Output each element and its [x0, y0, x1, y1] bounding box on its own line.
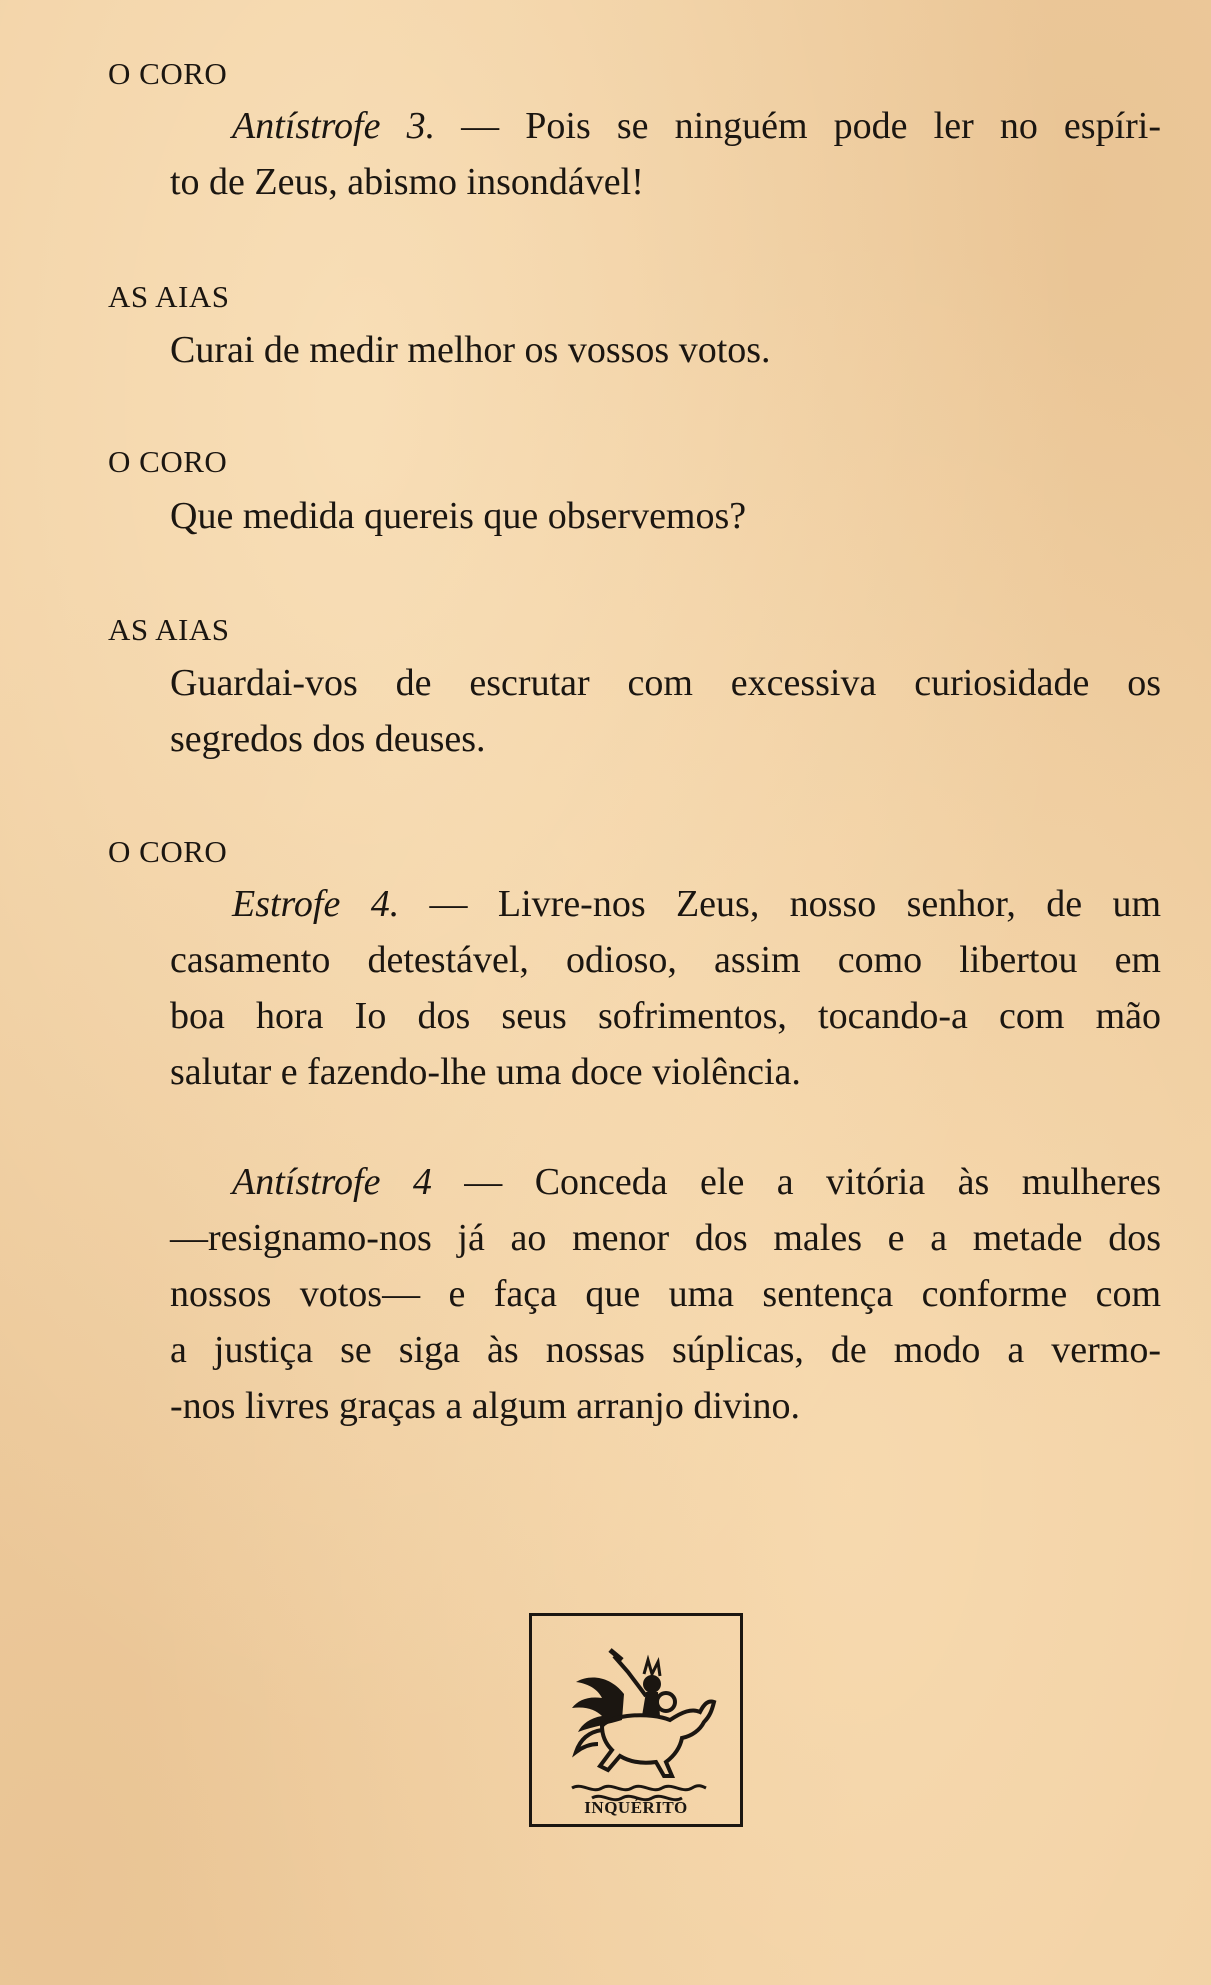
text-line: —resignamo-nos já ao menor dos males e a metade dos	[170, 1217, 1161, 1259]
text-line: segredos dos deuses.	[170, 718, 486, 760]
text-line: Guardai-vos de escrutar com excessiva curiosidade os	[170, 662, 1161, 704]
winged-horse-rider-icon	[532, 1616, 740, 1824]
dialogue-paragraph	[170, 655, 1161, 767]
dialogue-paragraph	[170, 1154, 1161, 1434]
text-line: boa hora Io dos seus sofrimentos, tocando-a com mão	[170, 995, 1161, 1037]
strophe-label: Antístrofe 4	[232, 1161, 432, 1203]
speaker-name: O CORO	[108, 56, 228, 91]
text-line: nossos votos— e faça que uma sentença conforme com	[170, 1273, 1161, 1315]
speaker-name: O CORO	[108, 444, 228, 479]
text-line: casamento detestável, odioso, assim como libertou em	[170, 939, 1161, 981]
dialogue-paragraph	[170, 322, 1161, 378]
text-line-content: — Conceda ele a vitória às mulheres	[431, 1161, 1161, 1203]
strophe-label: Estrofe 4.	[232, 883, 400, 925]
text-line: to de Zeus, abismo insondável!	[170, 161, 644, 203]
text-line-content: — Pois se ninguém pode ler no espíri-	[435, 105, 1161, 147]
dialogue-paragraph	[170, 98, 1161, 210]
text-line	[170, 876, 1161, 932]
speaker-name: O CORO	[108, 834, 228, 869]
text-line: Curai de medir melhor os vossos votos.	[170, 329, 771, 371]
strophe-label: Antístrofe 3.	[232, 105, 436, 147]
text-line	[170, 98, 1161, 154]
dialogue-paragraph	[170, 488, 1161, 544]
text-line: Que medida quereis que observemos?	[170, 495, 747, 537]
dialogue-paragraph	[170, 876, 1161, 1100]
publisher-logo	[529, 1613, 743, 1827]
speaker-name: AS AIAS	[108, 612, 230, 647]
text-line-content: — Livre-nos Zeus, nosso senhor, de um	[399, 883, 1161, 925]
speaker-name: AS AIAS	[108, 279, 230, 314]
text-line	[170, 1154, 1161, 1210]
text-line: a justiça se siga às nossas súplicas, de modo a vermo-	[170, 1329, 1161, 1371]
publisher-logo-text: INQUÉRITO	[584, 1798, 688, 1817]
text-line: -nos livres graças a algum arranjo divino.	[170, 1385, 800, 1427]
text-line: salutar e fazendo-lhe uma doce violência.	[170, 1051, 801, 1093]
